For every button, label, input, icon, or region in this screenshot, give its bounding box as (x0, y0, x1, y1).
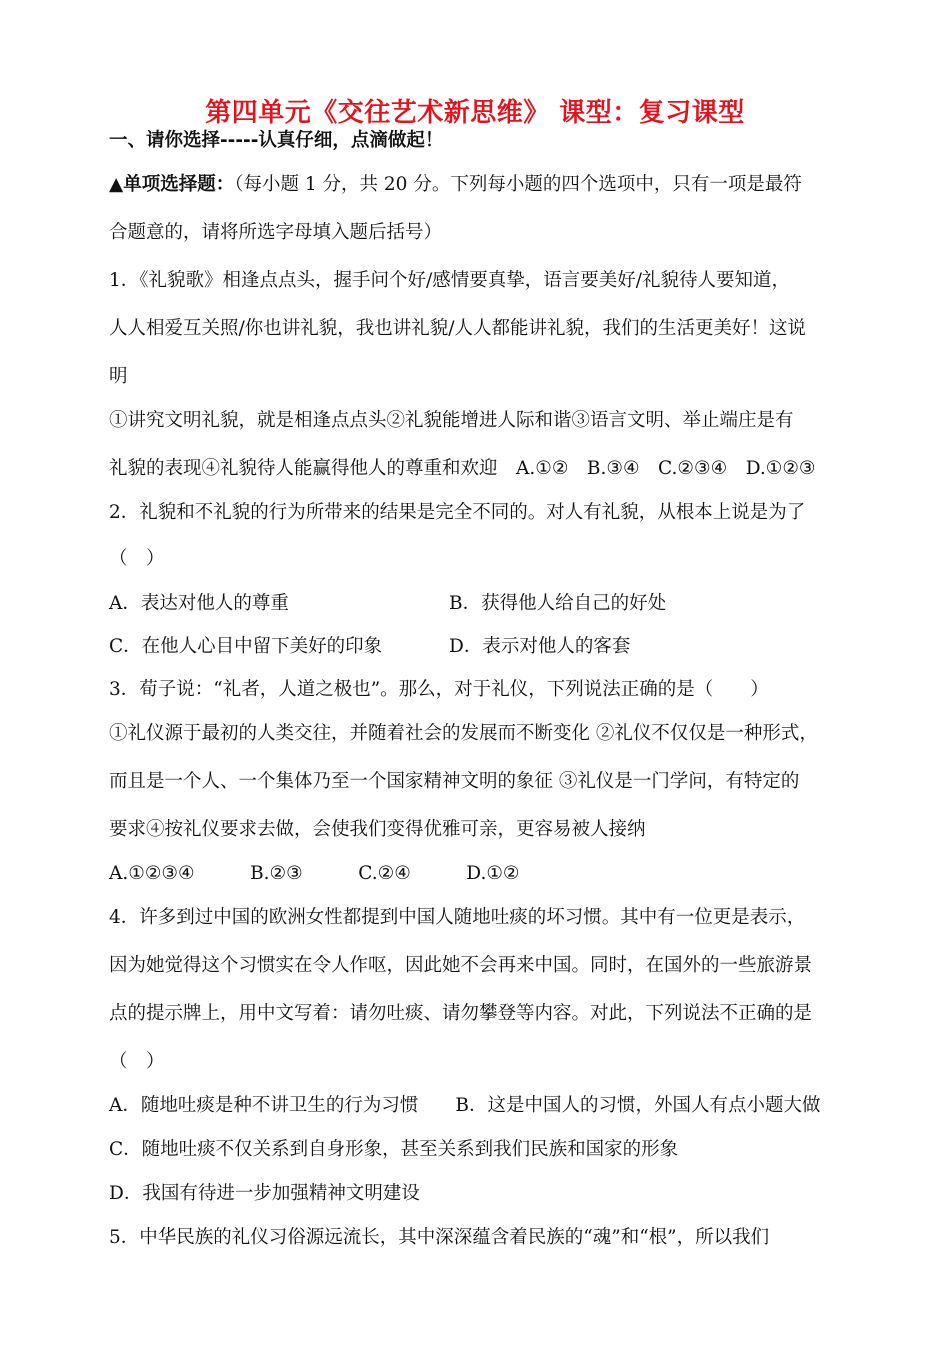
q2-option-a: A．表达对他人的尊重 (109, 593, 289, 614)
q4-line-3: 点的提示牌上，用中文写着：请勿吐痰、请勿攀登等内容。对此，下列说法不正确的是 (109, 1003, 813, 1024)
q2-line-1: 2．礼貌和不礼貌的行为所带来的结果是完全不同的。对人有礼貌，从根本上说是为了 (109, 502, 806, 523)
q1-line-3: 明 (109, 366, 128, 387)
q4-line-1: 4．许多到过中国的欧洲女性都提到中国人随地吐痰的坏习惯。其中有一位更是表示， (109, 907, 806, 928)
q4-line-6: C．随地吐痰不仅关系到自身形象，甚至关系到我们民族和国家的形象 (109, 1139, 679, 1160)
page-title: 第四单元《交往艺术新思维》 课型：复习课型 (205, 98, 745, 128)
section-heading: 一、请你选择-----认真仔细，点滴做起！ (109, 130, 444, 151)
q3-line-1: 3．荀子说：“礼者，人道之极也”。那么，对于礼仪，下列说法正确的是（ ） (109, 679, 769, 700)
q1-line-2: 人人相爱互关照/你也讲礼貌，我也讲礼貌/人人都能讲礼貌，我们的生活更美好！这说 (109, 318, 806, 339)
q4-line-7: D．我国有待进一步加强精神文明建设 (109, 1183, 420, 1204)
q4-line-2: 因为她觉得这个习惯实在令人作呕，因此她不会再来中国。同时，在国外的一些旅游景 (109, 955, 813, 976)
q3-line-3: 而且是一个人、一个集体乃至一个国家精神文明的象征 ③礼仪是一门学问，有特定的 (109, 771, 800, 792)
q3-line-2: ①礼仪源于最初的人类交往，并随着社会的发展而不断变化 ②礼仪不仅仅是一种形式， (109, 723, 818, 744)
instruction-label: ▲单项选择题： (109, 174, 235, 195)
instruction-line-2: 合题意的，请将所选字母填入题后括号） (109, 222, 443, 243)
q1-line-1: 1．《礼貌歌》相逢点点头，握手问个好/感情要真挚，语言要美好/礼貌待人要知道， (109, 270, 790, 291)
q2-options-row-2 (109, 634, 880, 660)
q2-option-b: B．获得他人给自己的好处 (449, 593, 667, 614)
q4-line-5: A．随地吐痰是种不讲卫生的行为习惯 B．这是中国人的习惯，外国人有点小题大做 (109, 1095, 821, 1116)
q2-option-c: C．在他人心目中留下美好的印象 (109, 636, 383, 657)
q3-line-4: 要求④按礼仪要求去做，会使我们变得优雅可亲，更容易被人接纳 (109, 819, 646, 840)
q5-line-1: 5．中华民族的礼仪习俗源远流长，其中深深蕴含着民族的“魂”和“根”，所以我们 (109, 1227, 770, 1248)
q2-line-2: （ ） (109, 548, 165, 569)
q3-line-5: A.①②③④ B.②③ C.②④ D.①② (109, 863, 520, 884)
q1-line-5: 礼貌的表现④礼貌待人能赢得他人的尊重和欢迎 A.①② B.③④ C.②③④ D.①②③ (109, 458, 816, 479)
instruction-text: （每小题 1 分，共 20 分。下列每小题的四个选项中，只有一项是最符 (234, 174, 802, 195)
instruction-line-1 (109, 172, 880, 198)
q2-options-row-1 (109, 591, 880, 617)
q4-line-4: （ ） (109, 1051, 165, 1072)
q1-line-4: ①讲究文明礼貌，就是相逢点点头②礼貌能增进人际和谐③语言文明、举止端庄是有 (109, 410, 794, 431)
q2-option-d: D．表示对他人的客套 (449, 636, 631, 657)
